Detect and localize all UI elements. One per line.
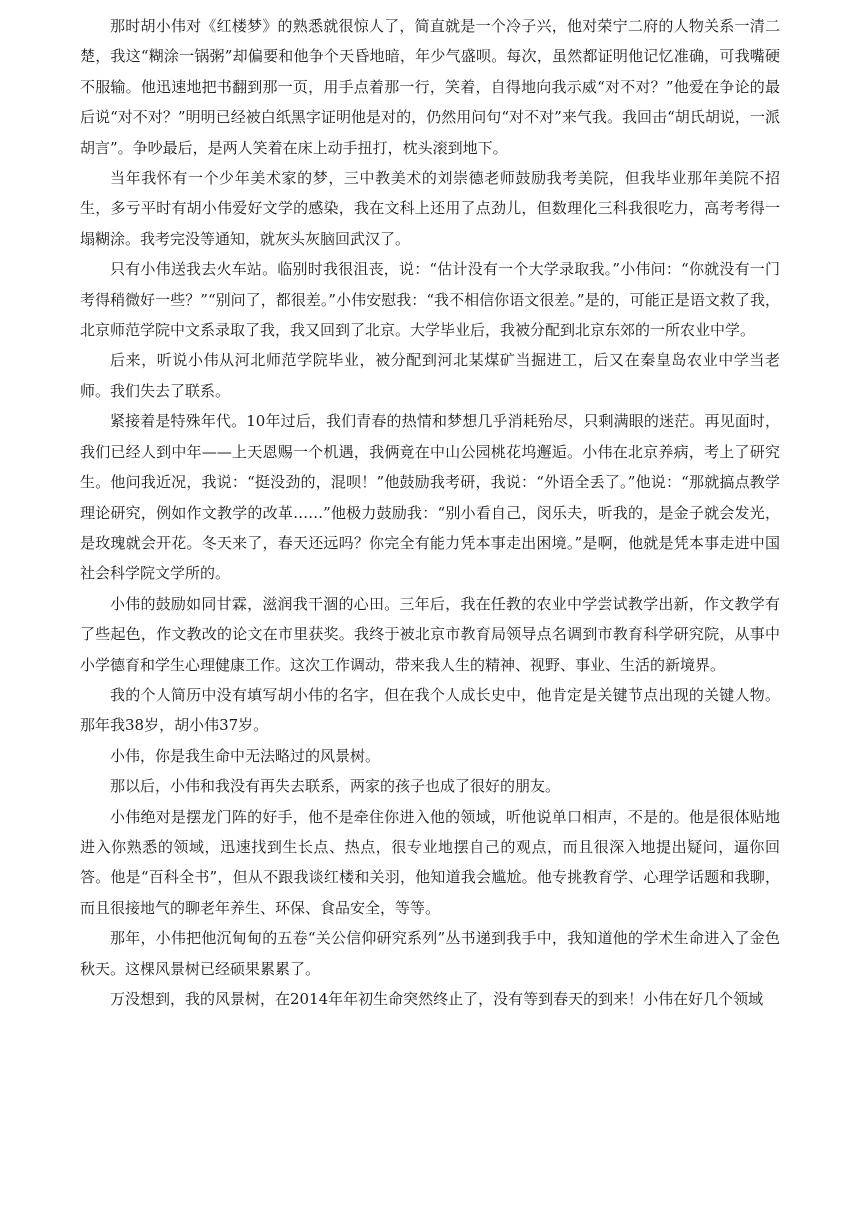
document-page [80, 11, 780, 1014]
paragraph: 只有小伟送我去火车站。临别时我很沮丧，说：“估计没有一个大学录取我。”小伟问：“你就没有一门考得稍微好一些？”“别问了，都很差。”小伟安慰我：“我不相信你语文很差。”是的，可能正是语文救了我，北京师范学院中文系录取了我，我又回到了北京。大学毕业后，我被分配到北京东郊的一所农业中学。 [80, 260, 780, 340]
paragraph: 万没想到，我的风景树，在2014年年初生命突然终止了，没有等到春天的到来！小伟在好几个领域 [110, 990, 764, 1008]
paragraph: 小伟的鼓励如同甘霖，滋润我干涸的心田。三年后，我在任教的农业中学尝试教学出新，作文教学有了些起色，作文教改的论文在市里获奖。我终于被北京市教育局领导点名调到市教育科学研究院，从事中小学德育和学生心理健康工作。这次工作调动，带来我人生的精神、视野、事业、生活的新境界。 [80, 594, 780, 674]
paragraph: 小伟，你是我生命中无法略过的风景树。 [110, 746, 381, 765]
paragraph: 当年我怀有一个少年美术家的梦，三中教美术的刘崇德老师鼓励我考美院，但我毕业那年美院不招生，多亏平时有胡小伟爱好文学的感染，我在文科上还用了点劲儿，但数理化三科我很吃力，高考考得一塌糊涂。我考完没等通知，就灰头灰脑回武汉了。 [80, 169, 780, 248]
paragraph: 那以后，小伟和我没有再失去联系，两家的孩子也成了很好的朋友。 [110, 777, 561, 796]
paragraph: 我的个人简历中没有填写胡小伟的名字，但在我个人成长史中，他肯定是关键节点出现的关键人物。那年我38岁，胡小伟37岁。 [80, 685, 780, 735]
paragraph: 小伟绝对是摆龙门阵的好手，他不是牵住你进入他的领域，听他说单口相声，不是的。他是很体贴地进入你熟悉的领域，迅速找到生长点、热点，很专业地摆自己的观点，而且很深入地提出疑问，逼你回答。他是“百科全书”，但从不跟我谈红楼和关羽，他知道我会尴尬。他专挑教育学、心理学话题和我聊，而且很接地气的聊老年养生、环保、食品安全，等等。 [80, 807, 780, 917]
paragraph: 那时胡小伟对《红楼梦》的熟悉就很惊人了，简直就是一个冷子兴，他对荣宁二府的人物关系一清二楚，我这“糊涂一锅粥”却偏要和他争个天昏地暗，年少气盛呗。每次，虽然都证明他记忆准确，可我嘴硬不服输。他迅速地把书翻到那一页，用手点着那一行，笑着，自得地向我示威“对不对？”他爱在争论的最后说“对不对？”明明已经被白纸黑字证明他是对的，仍然用问句“对不对”来气我。我回击“胡氏胡说，一派胡言”。争吵最后，是两人笑着在床上动手扭打，枕头滚到地下。 [80, 17, 780, 157]
paragraph: 后来，听说小伟从河北师范学院毕业，被分配到河北某煤矿当掘进工，后又在秦皇岛农业中学当老师。我们失去了联系。 [80, 351, 780, 400]
paragraph: 那年，小伟把他沉甸甸的五卷“关公信仰研究系列”丛书递到我手中，我知道他的学术生命进入了金色秋天。这棵风景树已经硕果累累了。 [80, 929, 780, 978]
paragraph: 紧接着是特殊年代。10年过后，我们青春的热情和梦想几乎消耗殆尽，只剩满眼的迷茫。再见面时，我们已经人到中年——上天恩赐一个机遇，我俩竟在中山公园桃花坞邂逅。小伟在北京养病，考上了研究生。他问我近况，我说：“挺没劲的，混呗！”他鼓励我考研，我说：“外语全丢了。”他说：“那就搞点教学理论研究，例如作文教学的改革……”他极力鼓励我：“别小看自己，闵乐夫，听我的，是金子就会发光，是玫瑰就会开花。冬天来了，春天还远吗？你完全有能力凭本事走出困境。”是啊，他就是凭本事走进中国社会科学院文学所的。 [80, 412, 780, 583]
